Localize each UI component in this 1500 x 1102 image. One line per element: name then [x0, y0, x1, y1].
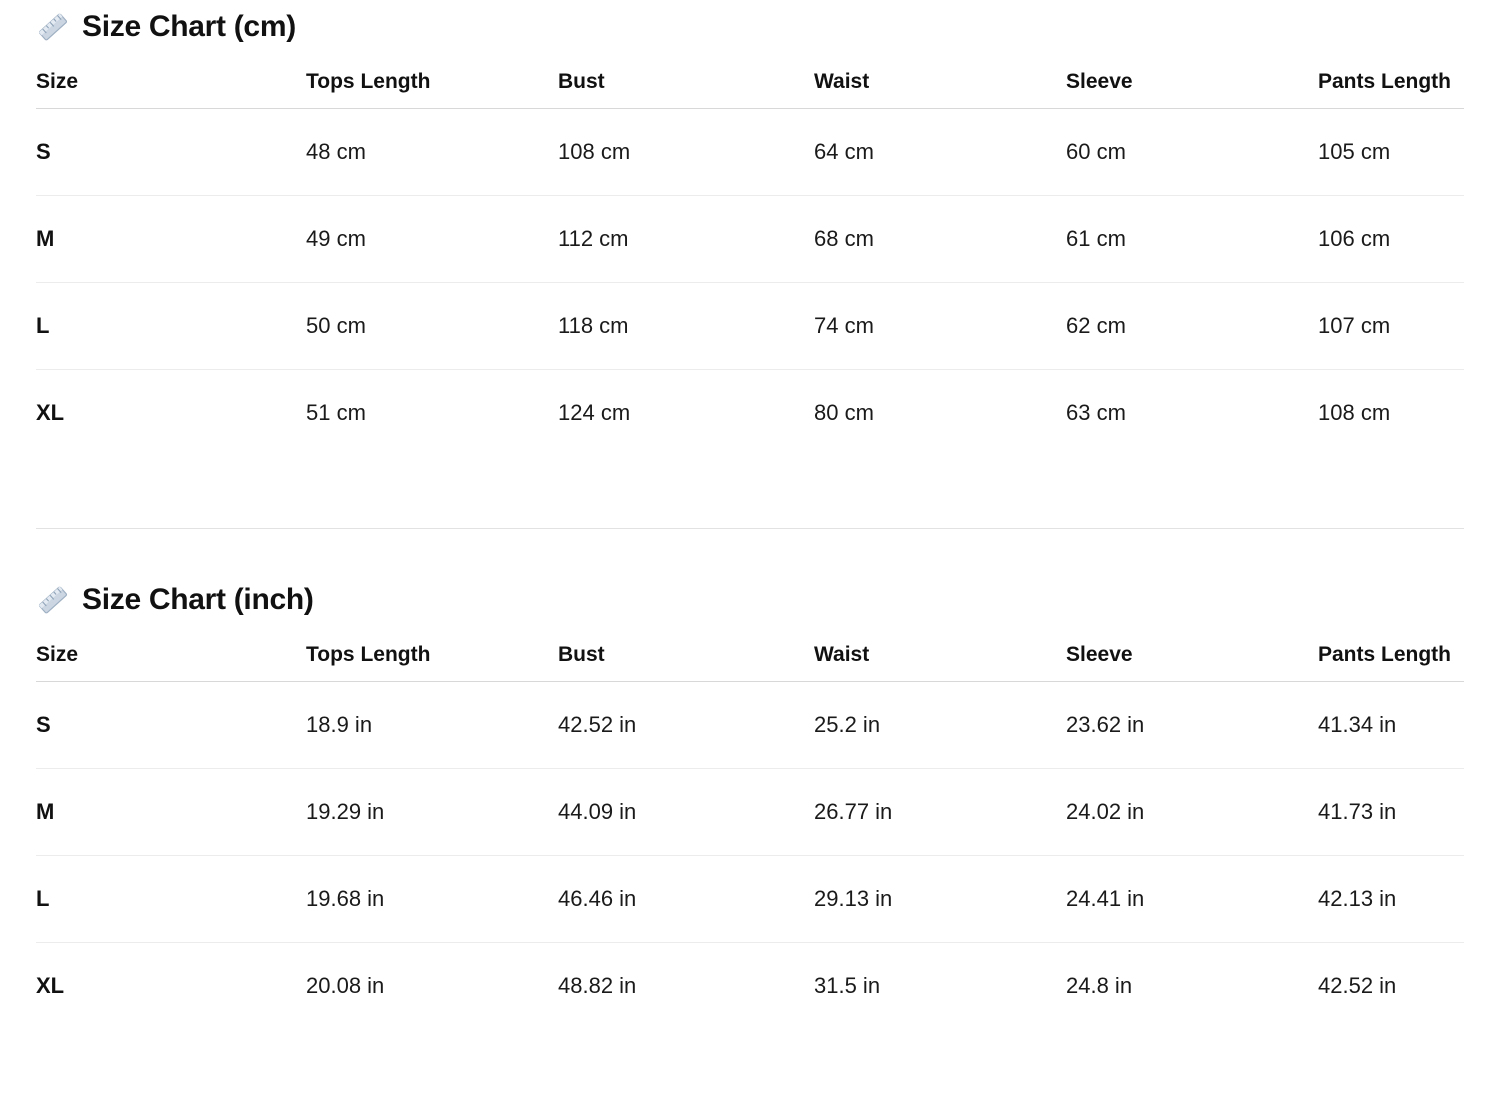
column-header-size: Size	[36, 631, 306, 682]
table-header-row	[36, 58, 1464, 109]
cell-pants-length: 108 cm	[1318, 400, 1391, 425]
cell-waist: 31.5 in	[814, 973, 881, 998]
cell-tops-length: 18.9 in	[306, 682, 558, 769]
table-row	[36, 196, 1464, 283]
table-row	[36, 856, 1464, 943]
column-header-waist: Waist	[814, 58, 1066, 109]
cell-waist: 26.77 in	[814, 769, 1066, 856]
cell-waist: 74 cm	[814, 283, 1066, 370]
spacer	[36, 529, 1464, 573]
cell-tops-length: 49 cm	[306, 196, 558, 283]
column-header-bust: Bust	[558, 58, 814, 109]
cell-size: L	[36, 283, 306, 370]
table-row	[36, 943, 1464, 1030]
cell-bust: 46.46 in	[558, 856, 814, 943]
cell-bust: 108 cm	[558, 109, 814, 196]
cell-pants-length: 105 cm	[1318, 109, 1464, 196]
table-row	[36, 109, 1464, 196]
size-chart-section-cm	[36, 0, 1464, 456]
cell-sleeve: 61 cm	[1066, 196, 1318, 283]
size-table-inch	[36, 631, 1464, 1029]
cell-sleeve: 24.8 in	[1066, 973, 1133, 998]
column-header-sleeve: Sleeve	[1066, 631, 1318, 682]
cell-bust: 44.09 in	[558, 769, 814, 856]
column-header-pants-length: Pants Length	[1318, 631, 1464, 682]
cell-pants-length: 41.34 in	[1318, 682, 1464, 769]
cell-sleeve: 24.02 in	[1066, 769, 1318, 856]
column-header-tops-length: Tops Length	[306, 58, 558, 109]
section-title-cm	[36, 0, 1464, 58]
cell-sleeve: 62 cm	[1066, 283, 1318, 370]
cell-bust: 48.82 in	[558, 973, 637, 998]
table-row	[36, 283, 1464, 370]
cell-sleeve: 60 cm	[1066, 109, 1318, 196]
column-header-size: Size	[36, 58, 306, 109]
cell-waist: 80 cm	[814, 400, 874, 425]
cell-tops-length: 48 cm	[306, 109, 558, 196]
cell-size: L	[36, 856, 306, 943]
ruler-icon	[36, 10, 70, 44]
cell-bust: 118 cm	[558, 283, 814, 370]
cell-waist: 29.13 in	[814, 856, 1066, 943]
column-header-sleeve: Sleeve	[1066, 58, 1318, 109]
cell-sleeve: 63 cm	[1066, 400, 1126, 425]
cell-pants-length: 42.52 in	[1318, 973, 1397, 998]
column-header-tops-length: Tops Length	[306, 631, 558, 682]
size-chart-section-inch	[36, 573, 1464, 1029]
cell-sleeve: 24.41 in	[1066, 856, 1318, 943]
cell-size: XL	[36, 973, 65, 998]
cell-tops-length: 19.68 in	[306, 856, 558, 943]
column-header-bust: Bust	[558, 631, 814, 682]
cell-waist: 25.2 in	[814, 682, 1066, 769]
table-row	[36, 769, 1464, 856]
table-row	[36, 370, 1464, 457]
cell-tops-length: 51 cm	[306, 400, 366, 425]
cell-bust: 112 cm	[558, 196, 814, 283]
ruler-icon	[36, 583, 70, 617]
cell-bust: 42.52 in	[558, 682, 814, 769]
cell-sleeve: 23.62 in	[1066, 682, 1318, 769]
column-header-waist: Waist	[814, 631, 1066, 682]
table-row	[36, 682, 1464, 769]
cell-size: XL	[36, 400, 65, 425]
column-header-pants-length: Pants Length	[1318, 58, 1464, 109]
size-table-cm	[36, 58, 1464, 456]
cell-size: S	[36, 109, 306, 196]
cell-pants-length: 107 cm	[1318, 283, 1464, 370]
cell-bust: 124 cm	[558, 400, 631, 425]
cell-waist: 64 cm	[814, 109, 1066, 196]
section-title-text: Size Chart (inch)	[82, 583, 314, 616]
cell-pants-length: 42.13 in	[1318, 856, 1464, 943]
cell-pants-length: 106 cm	[1318, 196, 1464, 283]
cell-tops-length: 20.08 in	[306, 973, 385, 998]
cell-waist: 68 cm	[814, 196, 1066, 283]
section-title-inch	[36, 573, 1464, 631]
cell-tops-length: 19.29 in	[306, 769, 558, 856]
cell-pants-length: 41.73 in	[1318, 769, 1464, 856]
cell-tops-length: 50 cm	[306, 283, 558, 370]
cell-size: M	[36, 769, 306, 856]
section-title-text: Size Chart (cm)	[82, 10, 296, 43]
cell-size: S	[36, 682, 306, 769]
cell-size: M	[36, 196, 306, 283]
table-header-row	[36, 631, 1464, 682]
